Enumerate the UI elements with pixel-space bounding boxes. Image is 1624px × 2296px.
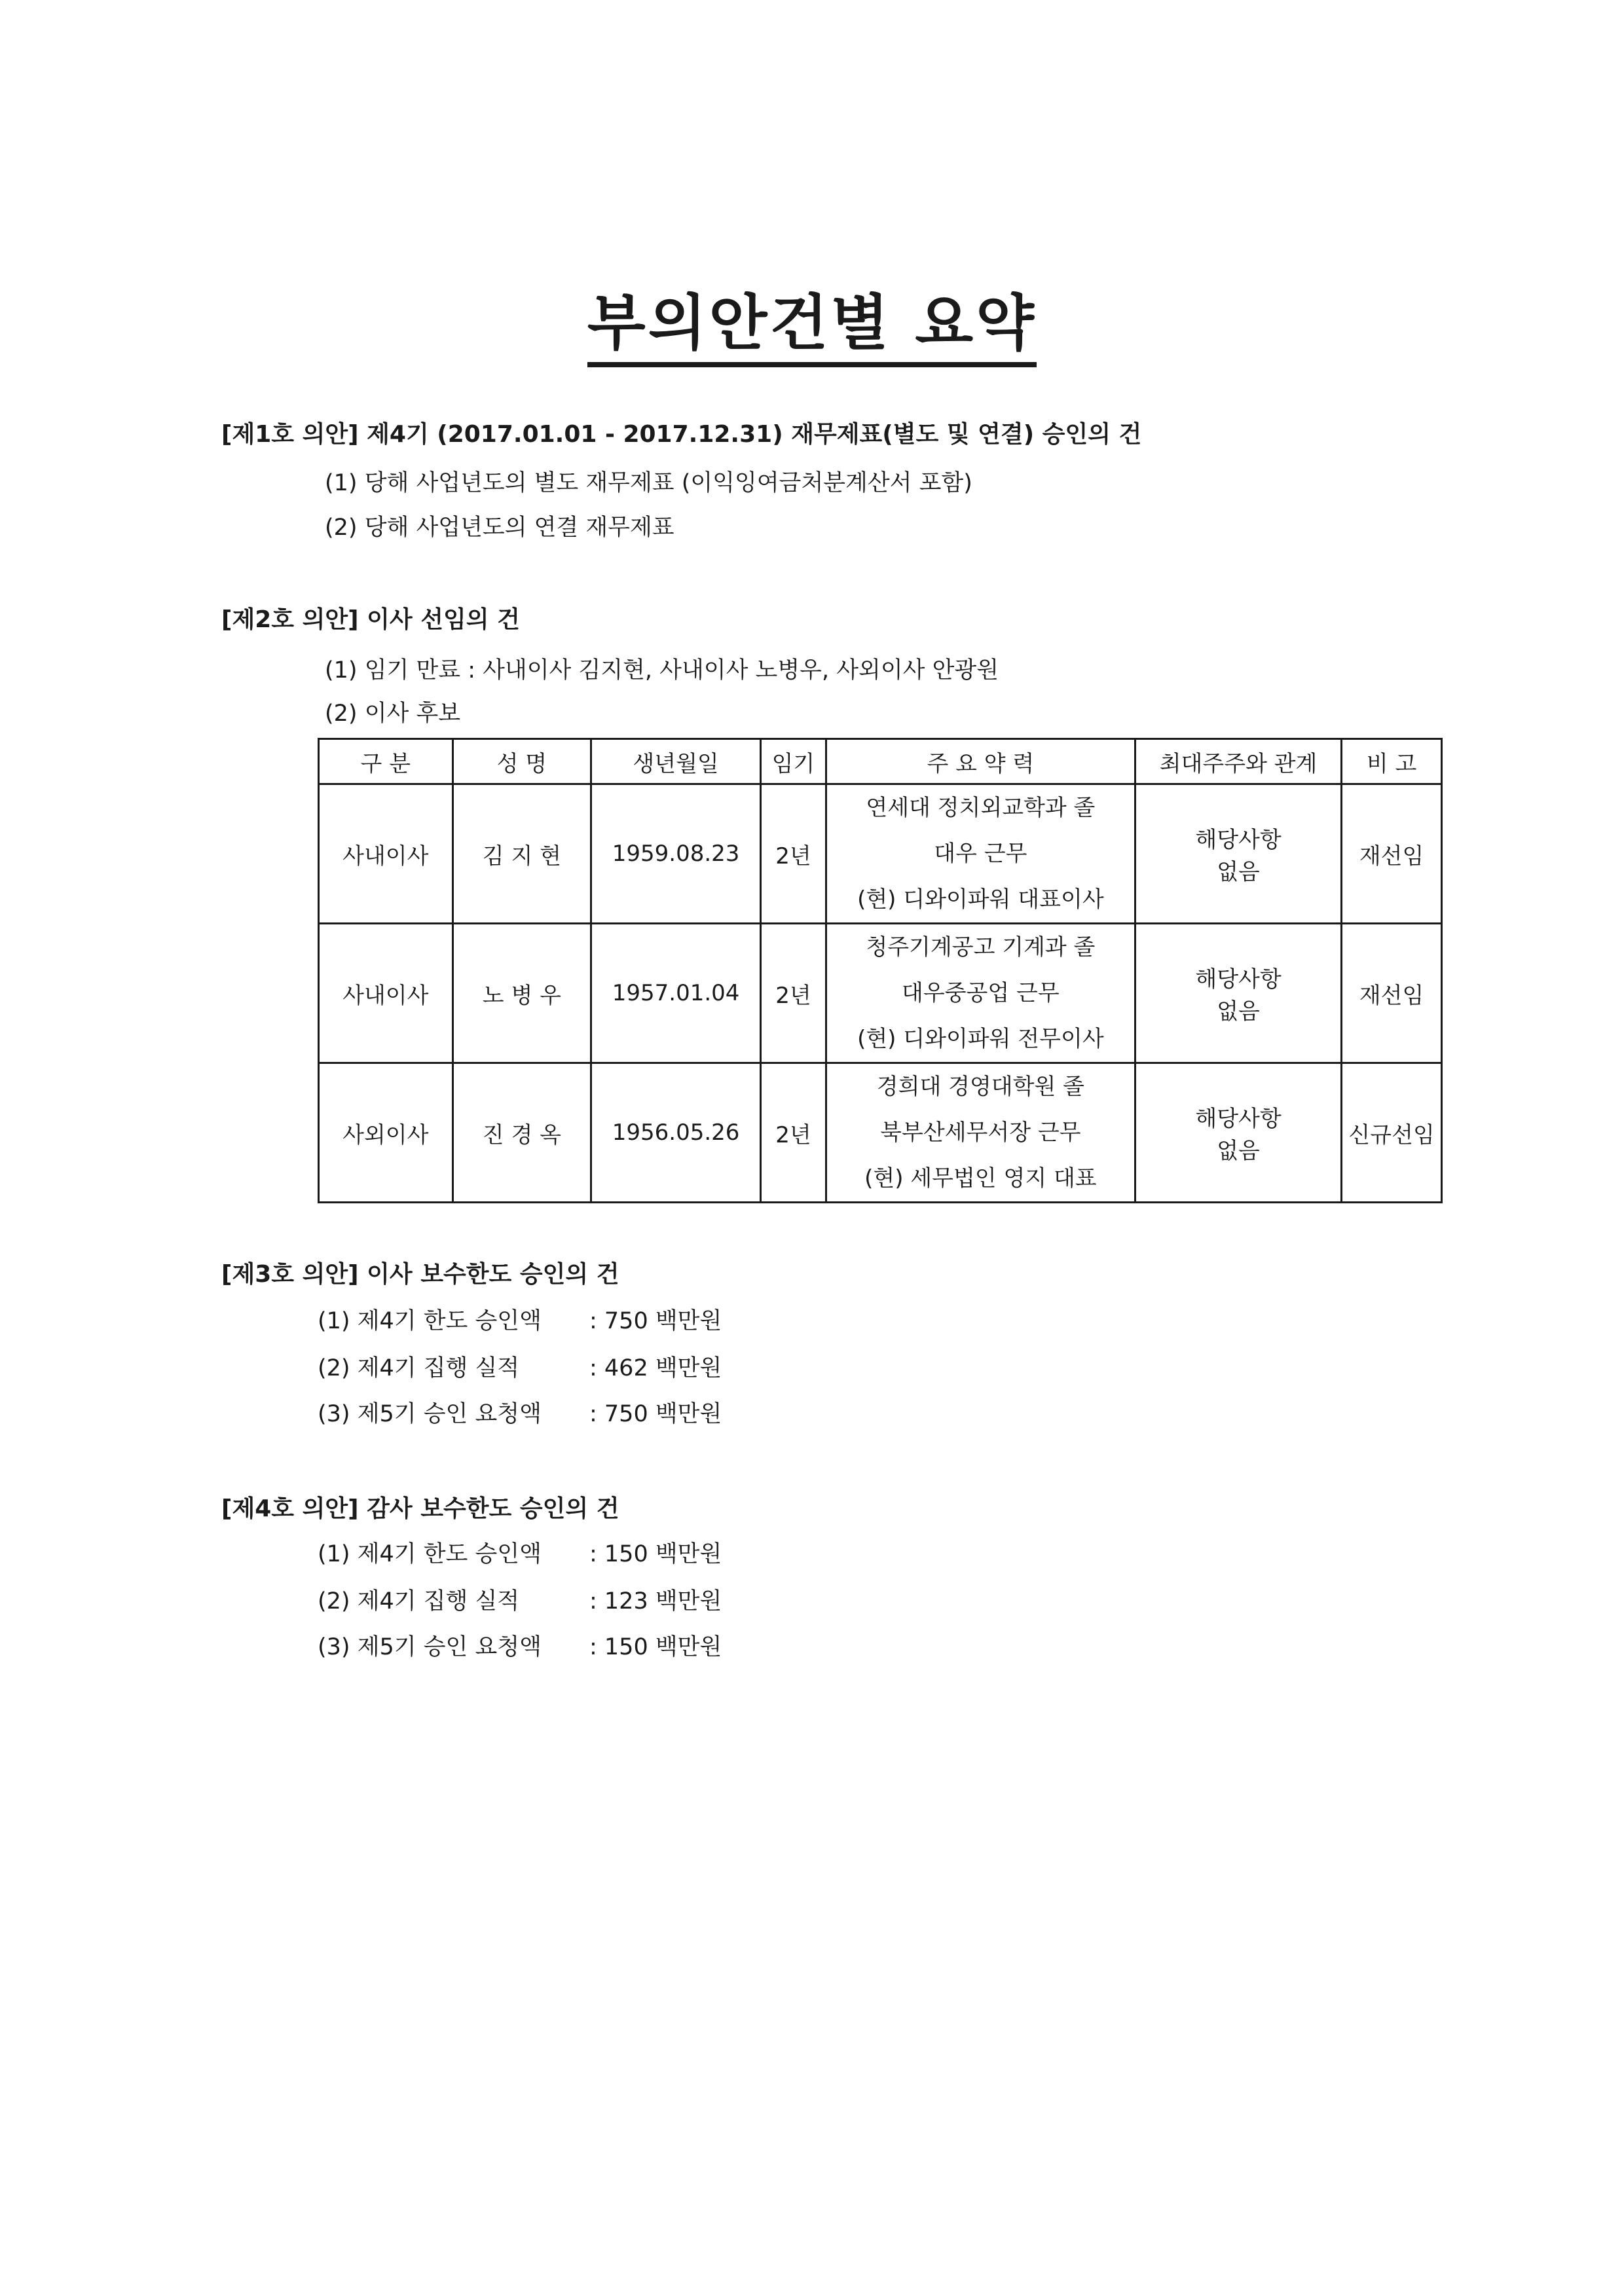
career-line: 경희대 경영대학원 졸 — [876, 1074, 1084, 1100]
table-row — [319, 924, 1442, 1063]
career-line: 대우 근무 — [934, 841, 1027, 867]
cell-term: 2년 — [761, 924, 826, 1063]
cell-birth: 1959.08.23 — [591, 784, 761, 924]
cell-relation — [1135, 784, 1341, 924]
agenda4-item-value: : 150 백만원 — [589, 1634, 722, 1660]
table-row — [319, 1063, 1442, 1203]
cell-career — [826, 1063, 1135, 1203]
column-header: 주 요 약 력 — [826, 739, 1135, 784]
career-line: 대우중공업 근무 — [902, 980, 1060, 1006]
agenda3-item-value: : 750 백만원 — [589, 1308, 722, 1334]
cell-birth: 1956.05.26 — [591, 1063, 761, 1203]
agenda3-item-value: : 462 백만원 — [589, 1355, 722, 1381]
agenda1-item: (1) 당해 사업년도의 별도 재무제표 (이익잉여금처분계산서 포함) — [325, 470, 972, 496]
director-candidates-table — [318, 738, 1443, 1203]
agenda4-item-label: (2) 제4기 집행 실적 — [318, 1588, 520, 1614]
title-text: 부의안건별 요약 — [587, 288, 1037, 367]
agenda2-header: [제2호 의안] 이사 선임의 건 — [221, 606, 520, 633]
relation-line: 없음 — [1217, 859, 1260, 885]
page-title — [0, 275, 1624, 361]
cell-type: 사외이사 — [319, 1063, 453, 1203]
cell-note: 재선임 — [1342, 924, 1442, 1063]
cell-name: 김 지 현 — [452, 784, 591, 924]
cell-career — [826, 784, 1135, 924]
relation-line: 없음 — [1217, 998, 1260, 1025]
career-line: 연세대 정치외교학과 졸 — [866, 795, 1096, 821]
relation-line: 해당사항 — [1195, 827, 1282, 853]
relation-line: 해당사항 — [1195, 1106, 1282, 1132]
column-header: 비 고 — [1342, 739, 1442, 784]
agenda4-item-label: (3) 제5기 승인 요청액 — [318, 1634, 542, 1660]
cell-type: 사내이사 — [319, 784, 453, 924]
agenda3-item-label: (2) 제4기 집행 실적 — [318, 1355, 520, 1381]
agenda3-item-value: : 750 백만원 — [589, 1401, 722, 1427]
agenda3-item-label: (1) 제4기 한도 승인액 — [318, 1308, 542, 1334]
agenda2-item: (2) 이사 후보 — [325, 701, 461, 727]
cell-term: 2년 — [761, 1063, 826, 1203]
career-line: 청주기계공고 기계과 졸 — [866, 934, 1096, 960]
cell-type: 사내이사 — [319, 924, 453, 1063]
table-header-row — [319, 739, 1442, 784]
column-header: 임기 — [761, 739, 826, 784]
agenda4-item-label: (1) 제4기 한도 승인액 — [318, 1541, 542, 1567]
career-line: (현) 세무법인 영지 대표 — [864, 1165, 1097, 1192]
table-row — [319, 784, 1442, 924]
career-line: (현) 디와이파워 대표이사 — [857, 886, 1104, 913]
column-header: 구 분 — [319, 739, 453, 784]
cell-name: 노 병 우 — [452, 924, 591, 1063]
column-header: 최대주주와 관계 — [1135, 739, 1341, 784]
column-header: 생년월일 — [591, 739, 761, 784]
cell-relation — [1135, 924, 1341, 1063]
cell-career — [826, 924, 1135, 1063]
agenda1-header: [제1호 의안] 제4기 (2017.01.01 - 2017.12.31) 재무제표(별도 및 연결) 승인의 건 — [221, 421, 1142, 448]
relation-line: 해당사항 — [1195, 966, 1282, 993]
cell-birth: 1957.01.04 — [591, 924, 761, 1063]
cell-name: 진 경 옥 — [452, 1063, 591, 1203]
agenda2-item: (1) 임기 만료 : 사내이사 김지현, 사내이사 노병우, 사외이사 안광원 — [325, 657, 999, 683]
relation-line: 없음 — [1217, 1138, 1260, 1164]
agenda4-header: [제4호 의안] 감사 보수한도 승인의 건 — [221, 1495, 619, 1522]
career-line: 북부산세무서장 근무 — [880, 1120, 1081, 1146]
column-header: 성 명 — [452, 739, 591, 784]
agenda3-header: [제3호 의안] 이사 보수한도 승인의 건 — [221, 1261, 619, 1288]
agenda1-item: (2) 당해 사업년도의 연결 재무제표 — [325, 515, 674, 541]
agenda4-item-value: : 150 백만원 — [589, 1541, 722, 1567]
agenda3-item-label: (3) 제5기 승인 요청액 — [318, 1401, 542, 1427]
cell-term: 2년 — [761, 784, 826, 924]
cell-relation — [1135, 1063, 1341, 1203]
cell-note: 재선임 — [1342, 784, 1442, 924]
agenda4-item-value: : 123 백만원 — [589, 1588, 722, 1614]
career-line: (현) 디와이파워 전무이사 — [857, 1026, 1104, 1052]
cell-note: 신규선임 — [1342, 1063, 1442, 1203]
